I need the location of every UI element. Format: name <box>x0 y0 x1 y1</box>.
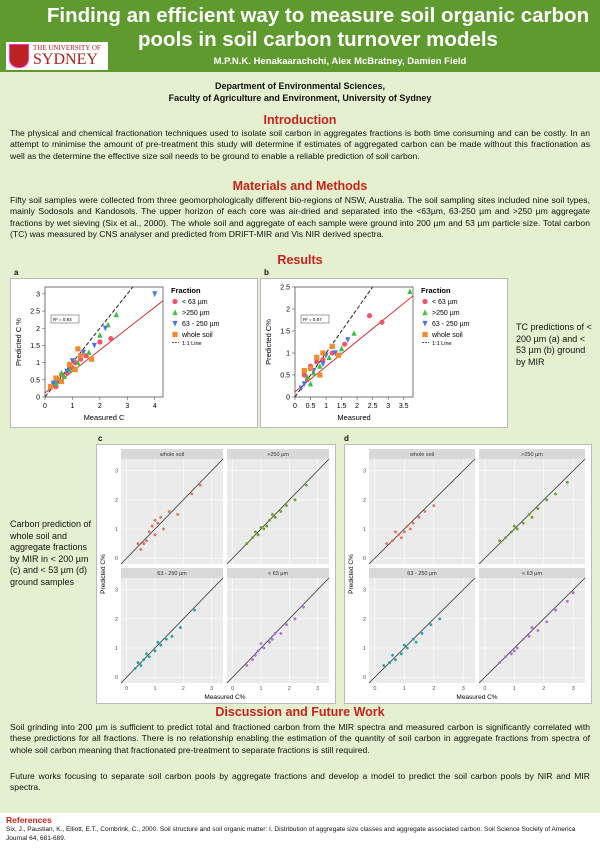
data-point <box>566 600 569 603</box>
data-point <box>193 609 196 612</box>
data-point <box>199 484 202 487</box>
chart-d-svg <box>345 445 591 703</box>
results-heading: Results <box>277 253 323 267</box>
y-tick-label: 2 <box>114 497 118 504</box>
data-point <box>148 655 151 658</box>
poster-header <box>0 0 600 72</box>
r2-annotation: R² = 0.93 <box>53 317 72 322</box>
data-point <box>171 635 174 638</box>
data-point <box>394 658 397 661</box>
data-point <box>302 368 307 373</box>
legend-marker <box>422 309 427 315</box>
data-point <box>251 536 254 539</box>
logo-text-line2: SYDNEY <box>33 50 98 68</box>
chart-d <box>344 444 592 704</box>
x-tick-label: 1 <box>259 686 263 692</box>
legend-marker <box>422 332 427 337</box>
data-point <box>418 516 421 519</box>
data-point <box>513 525 516 528</box>
x-tick-label: 3 <box>386 403 391 410</box>
data-point <box>504 655 507 658</box>
data-point <box>400 536 403 539</box>
y-tick-label: 1 <box>286 350 290 358</box>
data-point <box>536 629 539 632</box>
data-point <box>268 519 271 522</box>
x-tick-label: 2 <box>432 686 436 692</box>
x-tick-label: 0 <box>293 403 297 410</box>
data-point <box>165 638 168 641</box>
legend-marker <box>172 309 177 315</box>
x-tick-label: 2 <box>97 403 102 410</box>
data-point <box>245 664 248 667</box>
data-point <box>391 654 394 657</box>
data-point <box>251 658 254 661</box>
data-point <box>320 350 325 355</box>
data-point <box>285 623 288 626</box>
x-tick-label: 3 <box>316 686 320 692</box>
y-tick-label: 3 <box>114 587 118 594</box>
y-tick-label: 2 <box>36 325 40 333</box>
data-point <box>342 342 347 347</box>
data-point <box>59 379 64 384</box>
data-point <box>424 510 427 513</box>
data-point <box>268 641 271 644</box>
y-tick-label: 3 <box>36 291 40 299</box>
y-tick-label: 0.5 <box>30 377 40 385</box>
y-tick-label: 1 <box>114 527 118 533</box>
x-tick-label: 1 <box>153 686 157 692</box>
y-tick-label: 2.5 <box>30 308 40 316</box>
y-tick-label: 1.5 <box>280 328 290 336</box>
data-point <box>154 519 157 522</box>
data-point <box>330 344 335 349</box>
data-point <box>271 638 274 641</box>
data-point <box>254 654 257 657</box>
data-point <box>406 647 409 650</box>
data-point <box>48 384 53 389</box>
x-tick-label: 1 <box>324 403 329 410</box>
legend-label: 63 - 250 µm <box>432 321 470 328</box>
data-point <box>504 536 507 539</box>
data-point <box>257 650 260 653</box>
x-tick-label: 3 <box>571 686 575 692</box>
data-point <box>412 638 415 641</box>
y-tick-label: 2 <box>286 306 290 314</box>
legend-label: < 63 µm <box>432 299 458 306</box>
data-point <box>142 658 145 661</box>
data-point <box>156 641 159 644</box>
facet-title: < 63 µm <box>521 571 543 577</box>
chart-b <box>260 278 508 428</box>
data-point <box>554 609 557 612</box>
data-point <box>394 531 397 534</box>
y-tick-label: 0.5 <box>280 372 290 380</box>
y-tick-label: 1 <box>36 360 40 368</box>
data-point <box>531 516 534 519</box>
data-point <box>279 632 282 635</box>
chart-c <box>96 444 336 704</box>
x-tick-label: 0 <box>43 403 47 410</box>
data-point <box>554 493 557 496</box>
data-point <box>179 626 182 629</box>
data-point <box>545 620 548 623</box>
references-heading: References <box>6 815 52 825</box>
panel-label-d: d <box>344 434 349 443</box>
panel-label-a: a <box>14 268 19 277</box>
data-point <box>168 510 171 513</box>
data-point <box>513 650 516 653</box>
data-point <box>379 320 384 325</box>
y-tick-label: 1 <box>362 646 366 652</box>
caption-cd: Carbon prediction of whole soil and aggregate fractions by MIR in < 200 µm (c) and < 53 µm (d) ground samples <box>10 519 92 587</box>
data-point <box>545 498 548 501</box>
data-point <box>572 591 575 594</box>
facet-title: >250 µm <box>521 452 543 458</box>
discussion-paragraph-1: Soil grinding into 200 µm is sufficient to predict total and fractioned carbon from the MIR spectra and measured carbon is significantly correlated with these predictions for all fractions. There is no relationship enabling the estimation of the quantity of soil carbon in aggregate fractions from spectra of whole soil carbon meaning that fractionated pre-treatment to separate fractions is still required. <box>10 722 590 755</box>
data-point <box>73 367 78 372</box>
data-point <box>151 525 154 528</box>
legend-title: Fraction <box>171 286 201 295</box>
data-point <box>67 362 72 367</box>
data-point <box>531 626 534 629</box>
references-text: Six, J., Paustian, K., Elliott, E.T., Combrink, C., 2000. Soil structure and soil organic matter: I. Distribution of aggregate size classes and aggregate associated carbon. Soil Science Society of America Journal 64, 681-689. <box>6 826 576 842</box>
data-point <box>536 507 539 510</box>
data-point <box>162 528 165 531</box>
legend-label: >250 µm <box>182 310 210 317</box>
data-point <box>260 642 263 645</box>
y-axis-label: Predicted C% <box>264 319 273 365</box>
data-point <box>279 510 282 513</box>
y-tick-label: 1 <box>114 646 118 652</box>
y-tick-label: 0 <box>114 556 118 563</box>
data-point <box>139 664 142 667</box>
x-tick-label: 3 <box>461 686 465 692</box>
data-point <box>294 617 297 620</box>
discussion-heading: Discussion and Future Work <box>215 705 385 719</box>
data-point <box>285 504 288 507</box>
y-axis-label: Predicted C% <box>348 554 355 594</box>
data-point <box>257 533 260 536</box>
y-tick-label: 0 <box>36 394 40 402</box>
data-point <box>274 632 277 635</box>
data-point <box>367 313 372 318</box>
facet-title: >250 µm <box>267 452 289 458</box>
data-point <box>145 652 148 655</box>
author-list: M.P.N.K. Henakaarachchi, Alex McBratney, Damien Field <box>213 56 467 67</box>
affiliation-line2: Faculty of Agriculture and Environment, University of Sydney <box>168 93 432 103</box>
data-point <box>498 539 501 542</box>
facet-title: whole soil <box>159 452 185 458</box>
discussion-paragraph-2: Future works focusing to separate soil carbon pools by aggregate fractions and develop a model to predict the soil carbon pools by NIR and MIR spectra. <box>10 771 590 793</box>
data-point <box>566 481 569 484</box>
data-point <box>522 638 525 641</box>
data-point <box>516 647 519 650</box>
legend-marker <box>172 299 177 304</box>
affiliation <box>0 80 600 104</box>
legend-label: 1:1 Line <box>432 341 452 347</box>
data-point <box>382 664 385 667</box>
data-point <box>271 513 274 516</box>
data-point <box>314 355 319 360</box>
facet-title: 63 - 250 µm <box>157 571 187 577</box>
x-tick-label: 1 <box>70 403 75 410</box>
data-point <box>391 539 394 542</box>
plot-area <box>295 287 413 397</box>
y-tick-label: 2 <box>362 616 366 623</box>
data-point <box>308 366 313 371</box>
y-tick-label: 3 <box>362 468 366 475</box>
data-point <box>429 623 432 626</box>
y-axis-label: Predicted C% <box>100 554 107 594</box>
chart-a-svg <box>11 279 257 427</box>
data-point <box>409 528 412 531</box>
chart-c-svg <box>97 445 335 703</box>
data-point <box>421 632 424 635</box>
data-point <box>415 641 418 644</box>
data-point <box>528 513 531 516</box>
data-point <box>438 617 441 620</box>
methods-heading: Materials and Methods <box>232 179 368 193</box>
data-point <box>159 644 162 647</box>
data-point <box>245 542 248 545</box>
panel-label-b: b <box>264 268 269 277</box>
x-tick-label: 0 <box>373 686 377 692</box>
y-tick-label: 3 <box>114 468 118 475</box>
y-tick-label: 2 <box>362 497 366 504</box>
caption-ab: TC predictions of < 200 µm (a) and < 53 µm (b) ground by MIR <box>516 322 592 367</box>
y-tick-label: 3 <box>362 587 366 594</box>
data-point <box>78 353 83 358</box>
y-tick-label: 0 <box>362 556 366 563</box>
legend-label: < 63 µm <box>182 299 208 306</box>
legend-marker <box>422 321 427 327</box>
x-tick-label: 2 <box>542 686 546 692</box>
data-point <box>412 522 415 525</box>
x-axis-label: Measured C <box>83 413 125 422</box>
data-point <box>403 531 406 534</box>
x-tick-label: 1.5 <box>336 403 347 410</box>
x-tick-label: 0 <box>483 686 487 692</box>
data-point <box>274 516 277 519</box>
introduction-text: The physical and chemical fractionation techniques used to isolate soil carbon in aggregates fractions is both time consuming and can be costly. In an attempt to minimise the amount of pre-treatment this study will determine if estimates of aggregated carbon can be made without this fractionation as well as the determine the effective size soil needs to be ground to enable a reliable prediction of soil carbon. <box>10 128 590 161</box>
y-tick-label: 2.5 <box>280 284 290 292</box>
data-point <box>108 336 113 341</box>
data-point <box>522 522 525 525</box>
y-tick-label: 1.5 <box>30 342 40 350</box>
data-point <box>432 504 435 507</box>
data-point <box>260 526 263 529</box>
x-tick-label: 0.5 <box>305 403 316 410</box>
x-tick-label: 3 <box>210 686 214 692</box>
facet-title: 63 - 250 µm <box>407 571 437 577</box>
crest-icon <box>9 44 29 68</box>
x-tick-label: 2 <box>287 686 291 692</box>
data-point <box>498 661 501 664</box>
data-point <box>302 606 305 609</box>
data-point <box>156 522 159 525</box>
data-point <box>137 661 140 664</box>
y-axis-label: Predicted C % <box>14 318 23 366</box>
legend-marker <box>172 321 177 327</box>
legend-label: >250 µm <box>432 310 460 317</box>
data-point <box>89 357 94 362</box>
legend-label: 1:1 Line <box>182 341 202 347</box>
data-point <box>254 531 257 534</box>
facet-title: whole soil <box>409 452 435 458</box>
data-point <box>159 516 162 519</box>
x-tick-label: 2 <box>355 403 360 410</box>
data-point <box>190 493 193 496</box>
data-point <box>385 542 388 545</box>
y-tick-label: 1 <box>362 527 366 533</box>
data-point <box>305 484 308 487</box>
affiliation-line1: Department of Environmental Sciences, <box>214 81 386 91</box>
x-tick-label: 1 <box>512 686 516 692</box>
data-point <box>388 661 391 664</box>
poster-title: Finding an efficient way to measure soil organic carbon pools in soil carbon turnover models <box>46 4 590 51</box>
data-point <box>53 375 58 380</box>
x-tick-label: 2.5 <box>367 403 378 410</box>
data-point <box>145 539 148 542</box>
x-tick-label: 1 <box>402 686 406 692</box>
x-axis-label: Measured <box>337 413 371 422</box>
data-point <box>516 528 519 531</box>
y-tick-label: 0 <box>362 675 366 682</box>
facet-title: < 63 µm <box>267 571 289 577</box>
introduction-heading: Introduction <box>263 113 337 127</box>
data-point <box>510 652 513 655</box>
x-tick-label: 0 <box>125 686 129 692</box>
legend-label: whole soil <box>182 332 213 339</box>
x-tick-label: 4 <box>152 403 157 410</box>
data-point <box>154 533 157 536</box>
logo-text-line1: THE UNIVERSITY OF <box>33 43 101 52</box>
chart-a <box>10 278 258 428</box>
data-point <box>317 372 322 377</box>
data-point <box>97 339 102 344</box>
data-point <box>262 647 265 650</box>
legend-label: whole soil <box>432 332 463 339</box>
data-point <box>400 652 403 655</box>
data-point <box>510 531 513 534</box>
data-point <box>262 528 265 531</box>
data-point <box>403 644 406 647</box>
x-tick-label: 3 <box>125 403 130 410</box>
x-tick-label: 2 <box>181 686 185 692</box>
x-tick-label: 3.5 <box>398 403 409 410</box>
legend-label: 63 - 250 µm <box>182 321 220 328</box>
data-point <box>75 346 80 351</box>
data-point <box>148 531 151 534</box>
references-box <box>0 813 600 848</box>
x-tick-label: 0 <box>231 686 235 692</box>
legend-marker <box>422 299 427 304</box>
data-point <box>265 525 268 528</box>
methods-text: Fifty soil samples were collected from three geomorphologically different bio-regions of NSW, Australia. The soil sampling sites included nine soil types, mainly Sodosols and Kandosols. The upper horizon of each core was air-dried and separated into the <63µm, 63-250 µm and >250 µm aggregate fractions by wet sieving (Six et al., 2000). The whole soil and aggregate of each sample were ground into 200 µm and 53 µm particle size. Total carbon (TC) was measured by CNS analyser and predicted from DRIFT-MIR and Vis NIR derived spectra. <box>10 195 590 239</box>
x-axis-label: Measured C% <box>456 694 498 701</box>
panel-label-c: c <box>98 434 103 443</box>
y-tick-label: 2 <box>114 616 118 623</box>
y-tick-label: 0 <box>286 394 290 402</box>
data-point <box>176 513 179 516</box>
data-point <box>528 635 531 638</box>
data-point <box>336 353 341 358</box>
data-point <box>139 548 142 551</box>
data-point <box>142 542 145 545</box>
data-point <box>397 533 400 536</box>
data-point <box>294 498 297 501</box>
r2-annotation: R² = 0.87 <box>303 317 322 322</box>
data-point <box>137 542 140 545</box>
data-point <box>134 667 137 670</box>
legend-title: Fraction <box>421 286 451 295</box>
data-point <box>406 525 409 528</box>
y-tick-label: 0 <box>114 675 118 682</box>
legend-marker <box>172 332 177 337</box>
data-point <box>154 650 157 653</box>
chart-b-svg <box>261 279 507 427</box>
x-axis-label: Measured C% <box>204 694 246 701</box>
